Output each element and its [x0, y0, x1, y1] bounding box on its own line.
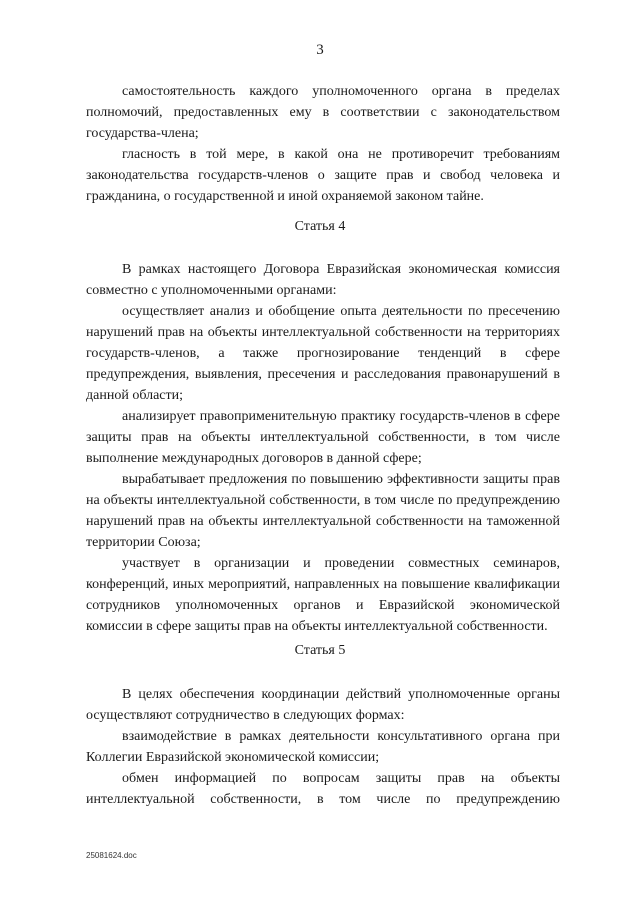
article-4-item-practice: анализирует правоприменительную практику государств-членов в сфере защиты прав на объекты интеллектуальной собственности, в том числе выполнение международных договоров в данной сфере;: [86, 409, 560, 466]
page-number: 3: [316, 42, 324, 58]
document-filename: 25081624.doc: [86, 851, 137, 860]
article-5-item-exchange: обмен информацией по вопросам защиты прав на объекты интеллектуальной собственности, в том числе по предупреждению: [86, 771, 560, 807]
article-5-item-consultative: взаимодействие в рамках деятельности консультативного органа при Коллегии Евразийской экономической комиссии;: [86, 729, 560, 765]
article-4-body: [86, 259, 560, 637]
article-4-title: Статья 4: [294, 219, 346, 234]
article-5-intro: В целях обеспечения координации действий уполномоченные органы осуществляют сотрудничество в следующих формах:: [86, 687, 560, 723]
paragraph-autonomy: самостоятельность каждого уполномоченного органа в пределах полномочий, предоставленных ему в соответствии с законодательством государства-члена;: [86, 84, 560, 141]
article-5-title: Статья 5: [294, 643, 346, 658]
intro-paragraphs: [86, 81, 560, 207]
article-4-item-proposals: вырабатывает предложения по повышению эффективности защиты прав на объекты интеллектуальной собственности, в том числе по предупреждению нарушений прав на объекты интеллектуальной собственности на таможенной территории Союза;: [86, 472, 560, 550]
paragraph-publicity: гласность в той мере, в какой она не противоречит требованиям законодательства государств-членов о защите прав и свобод человека и гражданина, о государственной и иной охраняемой законом тайне.: [86, 147, 560, 204]
article-4-intro: В рамках настоящего Договора Евразийская экономическая комиссия совместно с уполномоченными органами:: [86, 262, 560, 298]
article-5-body: [86, 684, 560, 810]
article-4-item-seminars: участвует в организации и проведении совместных семинаров, конференций, иных мероприятий, направленных на повышение квалификации сотрудников уполномоченных органов и Евразийской экономической комиссии в сфере защиты прав на объекты интеллектуальной собственности.: [86, 556, 560, 634]
article-4-item-analysis: осуществляет анализ и обобщение опыта деятельности по пресечению нарушений прав на объекты интеллектуальной собственности на территориях государств-членов, а также прогнозирование тенденций в сфере предупреждения, выявления, пресечения и расследования правонарушений в данной области;: [86, 304, 560, 403]
